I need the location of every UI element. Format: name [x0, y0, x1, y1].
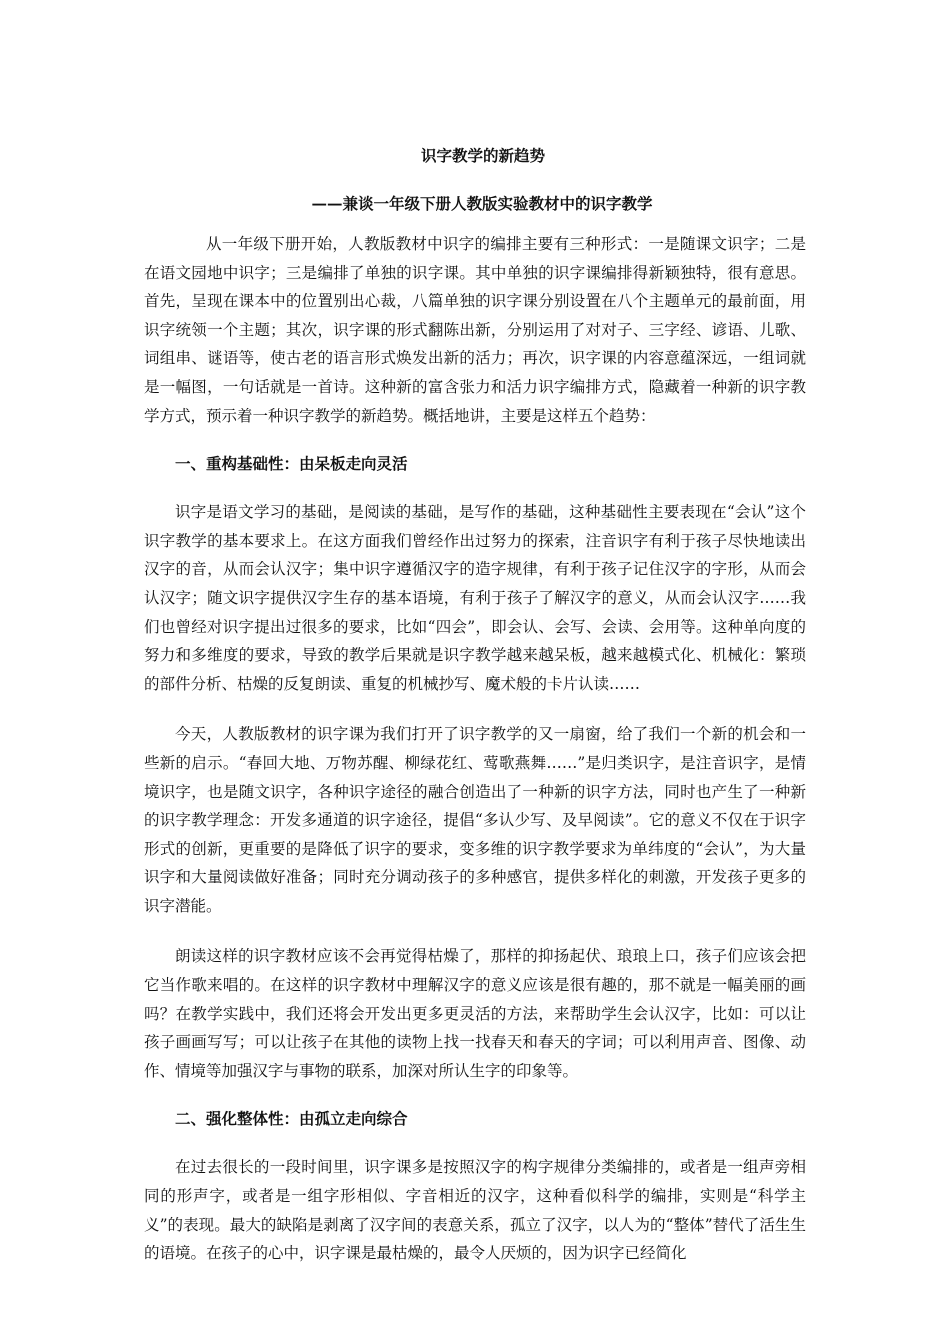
document-subtitle: ——兼谈一年级下册人教版实验教材中的识字教学	[311, 194, 653, 213]
section1-paragraph-2: 今天，人教版教材的识字课为我们打开了识字教学的又一扇窗，给了我们一个新的机会和一些新的启示。“春回大地、万物苏醒、柳绿花红、莺歌燕舞……”是归类识字，是注音识字，是情境识字，也是随文识字，各种识字途径的融合创造出了一种新的识字方法，同时也产生了一种新的识字教学理念：开发多通道的识字途径，提倡“多认少写、及早阅读”。它的意义不仅在于识字形式的创新，更重要的是降低了识字的要求，变多维的识字教学要求为单纬度的“会认”，为大量识字和大量阅读做好准备；同时充分调动孩子的多种感官，提供多样化的刺激，开发孩子更多的识字潜能。	[144, 725, 806, 915]
section1-paragraph-3: 朗读这样的识字教材应该不会再觉得枯燥了，那样的抑扬起伏、琅琅上口，孩子们应该会把它当作歌来唱的。在这样的识字教材中理解汉字的意义应该是很有趣的，那不就是一幅美丽的画吗？在教学实践中，我们还将会开发出更多更灵活的方法，来帮助学生会认汉字，比如：可以让孩子画画写写；可以让孩子在其他的读物上找一找春天和春天的字词；可以利用声音、图像、动作、情境等加强汉字与事物的联系，加深对所认生字的印象等。	[144, 947, 806, 1080]
section2-paragraph-1: 在过去很长的一段时间里，识字课多是按照汉字的构字规律分类编排的，或者是一组声旁相同的形声字，或者是一组字形相似、字音相近的汉字，这种看似科学的编排，实则是“科学主义”的表现。最大的缺陷是剥离了汉字间的表意关系，孤立了汉字，以人为的“整体”替代了活生生的语境。在孩子的心中，识字课是最枯燥的，最令人厌烦的，因为识字已经简化	[144, 1158, 806, 1263]
paragraph-spacer	[144, 920, 806, 942]
intro-paragraph: 从一年级下册开始，人教版教材中识字的编排主要有三种形式：一是随课文识字；二是在语文园地中识字；三是编排了单独的识字课。其中单独的识字课编排得新颖独特，很有意思。首先，呈现在课本中的位置别出心裁，八篇单独的识字课分别设置在八个主题单元的最前面，用识字统领一个主题；其次，识字课的形式翻陈出新，分别运用了对对子、三字经、谚语、儿歌、词组串、谜语等，使古老的语言形式焕发出新的活力；再次，识字课的内容意蕴深远，一组词就是一幅图，一句话就是一首诗。这种新的富含张力和活力识字编排方式，隐藏着一种新的识字教学方式，预示着一种识字教学的新趋势。概括地讲，主要是这样五个趋势：	[144, 235, 806, 425]
section-heading-1: 一、重构基础性：由呆板走向灵活	[175, 454, 408, 474]
section1-paragraph-1: 识字是语文学习的基础，是阅读的基础，是写作的基础，这种基础性主要表现在“会认”这个识字教学的基本要求上。在这方面我们曾经作出过努力的探索，注音识字有利于孩子尽快地读出汉字的音，从而会认汉字；集中识字遵循汉字的造字规律，有利于孩子记住汉字的字形，从而会认汉字；随文识字提供汉字生存的基本语境，有利于孩子了解汉字的意义，从而会认汉字……我们也曾经对识字提出过很多的要求，比如“四会”，即会认、会写、会读、会用等。这种单向度的努力和多维度的要求，导致的教学后果就是识字教学越来越呆板，越来越模式化、机械化：繁琐的部件分析、枯燥的反复朗读、重复的机械抄写、魔术般的卡片认读……	[144, 503, 806, 693]
paragraph-spacer	[144, 698, 806, 720]
document-title: 识字教学的新趋势	[420, 146, 545, 165]
section-heading-2: 二、强化整体性：由孤立走向综合	[175, 1109, 408, 1129]
